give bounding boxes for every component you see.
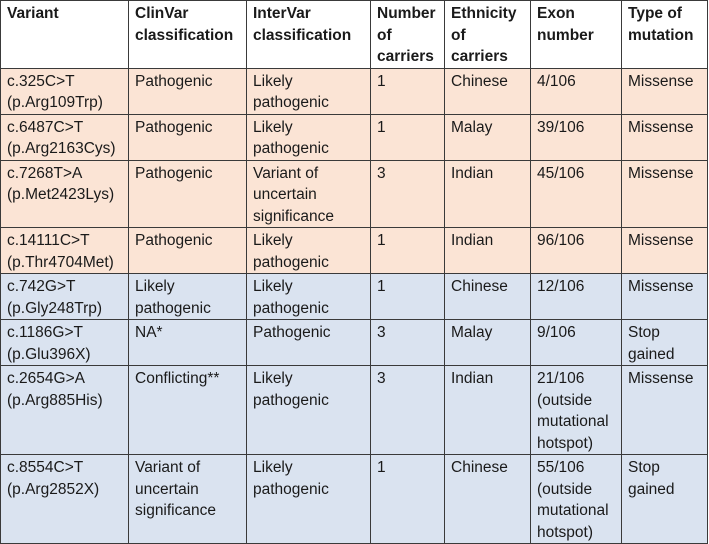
cell-text-line: (outside (537, 480, 593, 498)
cell-text-line: 1 (377, 459, 386, 476)
cell-text-line: 3 (377, 370, 386, 387)
table-row (1, 320, 708, 366)
cell-text-line: Missense (628, 118, 694, 136)
cell-text-line: carriers (377, 48, 434, 65)
cell-text-line: hotspot) (537, 523, 594, 541)
cell-text-line: Number (377, 5, 436, 22)
cell-text-line: Likely (253, 370, 293, 387)
cell-text-line: Missense (628, 72, 694, 90)
cell-text-line: 1 (377, 118, 386, 136)
table-row (1, 366, 708, 455)
cell-text-line: c.14111C>T (7, 232, 90, 249)
cell-text-line: 96/106 (537, 232, 585, 249)
cell-text-line: significance (135, 502, 216, 519)
cell-ethnicity-of-carriers (445, 366, 531, 455)
cell-text-line: 9/106 (537, 324, 576, 341)
header-exon-number (531, 1, 622, 69)
cell-text-line: mutational (537, 502, 609, 519)
cell-type-of-mutation (622, 114, 708, 160)
header-row (1, 1, 708, 69)
cell-clinvar-classification (129, 320, 247, 366)
cell-number-of-carriers (371, 274, 445, 320)
cell-type-of-mutation (622, 455, 708, 544)
cell-exon-number (531, 114, 622, 160)
cell-exon-number (531, 320, 622, 366)
cell-ethnicity-of-carriers (445, 320, 531, 366)
header-ethnicity-of-carriers (445, 1, 531, 69)
cell-text-line: InterVar (253, 5, 311, 22)
header-type-of-mutation (622, 1, 708, 69)
cell-intervar-classification (247, 114, 371, 160)
cell-text-line: (p.Arg109Trp) (7, 94, 103, 111)
cell-text-line: 12/106 (537, 278, 585, 295)
cell-text-line: 3 (377, 164, 386, 182)
cell-text-line: gained (628, 345, 675, 363)
cell-text-line: Type of (628, 5, 682, 22)
cell-text-line: 1 (377, 278, 386, 295)
cell-ethnicity-of-carriers (445, 228, 531, 274)
cell-text-line: 1 (377, 232, 386, 249)
cell-clinvar-classification (129, 228, 247, 274)
cell-text-line: Indian (451, 370, 494, 387)
cell-intervar-classification (247, 455, 371, 544)
cell-text-line: number (537, 26, 594, 44)
cell-clinvar-classification (129, 274, 247, 320)
cell-type-of-mutation (622, 68, 708, 114)
cell-text-line: uncertain (253, 186, 317, 203)
cell-text-line: Ethnicity (451, 5, 517, 22)
table-row (1, 160, 708, 228)
cell-text-line: pathogenic (253, 391, 329, 409)
table-row (1, 68, 708, 114)
cell-text-line: Pathogenic (135, 72, 213, 90)
cell-text-line: Conflicting** (135, 370, 220, 387)
cell-text-line: pathogenic (253, 140, 329, 157)
cell-text-line: hotspot) (537, 434, 594, 452)
cell-variant (1, 114, 129, 160)
cell-text-line: Missense (628, 278, 694, 295)
cell-text-line: Chinese (451, 459, 508, 476)
cell-variant (1, 366, 129, 455)
cell-intervar-classification (247, 228, 371, 274)
cell-text-line: mutation (628, 26, 694, 44)
cell-text-line: (p.Arg2163Cys) (7, 140, 116, 157)
cell-text-line: Likely (253, 459, 293, 476)
cell-text-line: (p.Glu396X) (7, 345, 91, 363)
cell-text-line: c.7268T>A (7, 164, 83, 182)
cell-clinvar-classification (129, 68, 247, 114)
cell-exon-number (531, 366, 622, 455)
cell-text-line: 4/106 (537, 72, 576, 90)
cell-variant (1, 455, 129, 544)
cell-text-line: c.8554C>T (7, 459, 84, 476)
cell-ethnicity-of-carriers (445, 68, 531, 114)
cell-text-line: Likely (253, 232, 293, 249)
cell-text-line: Pathogenic (253, 324, 331, 341)
cell-intervar-classification (247, 160, 371, 228)
cell-clinvar-classification (129, 455, 247, 544)
cell-number-of-carriers (371, 68, 445, 114)
cell-text-line: pathogenic (253, 480, 329, 498)
cell-exon-number (531, 228, 622, 274)
cell-clinvar-classification (129, 160, 247, 228)
cell-text-line: Indian (451, 164, 494, 182)
cell-text-line: Likely (253, 278, 293, 295)
cell-type-of-mutation (622, 320, 708, 366)
cell-text-line: uncertain (135, 480, 199, 498)
cell-ethnicity-of-carriers (445, 160, 531, 228)
header-number-of-carriers (371, 1, 445, 69)
cell-ethnicity-of-carriers (445, 114, 531, 160)
cell-text-line: Malay (451, 324, 493, 341)
cell-text-line: Pathogenic (135, 232, 213, 249)
cell-text-line: Malay (451, 118, 493, 136)
cell-text-line: of (377, 26, 392, 44)
cell-text-line: 39/106 (537, 118, 585, 136)
cell-exon-number (531, 160, 622, 228)
cell-text-line: Missense (628, 232, 694, 249)
cell-text-line: Missense (628, 164, 694, 182)
cell-text-line: NA* (135, 324, 163, 341)
cell-text-line: 45/106 (537, 164, 585, 182)
cell-exon-number (531, 274, 622, 320)
cell-number-of-carriers (371, 366, 445, 455)
cell-intervar-classification (247, 366, 371, 455)
cell-text-line: classification (135, 26, 234, 44)
cell-text-line: Variant of (253, 164, 319, 182)
cell-number-of-carriers (371, 160, 445, 228)
header-clinvar-classification (129, 1, 247, 69)
cell-text-line: Variant (7, 5, 59, 22)
cell-text-line: Chinese (451, 72, 508, 90)
cell-text-line: (p.Arg885His) (7, 391, 103, 409)
table-row (1, 114, 708, 160)
cell-text-line: 21/106 (537, 370, 585, 387)
cell-intervar-classification (247, 68, 371, 114)
table-row (1, 274, 708, 320)
cell-text-line: Likely (135, 278, 175, 295)
cell-intervar-classification (247, 274, 371, 320)
cell-variant (1, 160, 129, 228)
cell-text-line: pathogenic (253, 94, 329, 111)
cell-ethnicity-of-carriers (445, 274, 531, 320)
table-row (1, 455, 708, 544)
cell-intervar-classification (247, 320, 371, 366)
cell-text-line: Pathogenic (135, 118, 213, 136)
cell-text-line: c.2654G>A (7, 370, 85, 387)
cell-number-of-carriers (371, 320, 445, 366)
cell-text-line: c.742G>T (7, 278, 76, 295)
cell-text-line: pathogenic (253, 299, 329, 317)
cell-text-line: Likely (253, 118, 293, 136)
header-variant (1, 1, 129, 69)
cell-variant (1, 274, 129, 320)
cell-text-line: 1 (377, 72, 386, 90)
cell-text-line: Missense (628, 370, 694, 387)
cell-text-line: Likely (253, 72, 293, 90)
cell-text-line: classification (253, 26, 352, 44)
cell-text-line: Variant of (135, 459, 201, 476)
cell-ethnicity-of-carriers (445, 455, 531, 544)
cell-text-line: pathogenic (253, 253, 329, 271)
cell-type-of-mutation (622, 160, 708, 228)
cell-text-line: significance (253, 207, 334, 225)
cell-text-line: (outside (537, 391, 593, 409)
cell-text-line: ClinVar (135, 5, 189, 22)
cell-text-line: Indian (451, 232, 494, 249)
cell-text-line: Chinese (451, 278, 508, 295)
cell-number-of-carriers (371, 455, 445, 544)
cell-text-line: mutational (537, 413, 609, 430)
cell-text-line: c.6487C>T (7, 118, 84, 136)
cell-text-line: gained (628, 480, 675, 498)
cell-text-line: 55/106 (537, 459, 585, 476)
cell-text-line: c.1186G>T (7, 324, 83, 341)
table-row (1, 228, 708, 274)
header-intervar-classification (247, 1, 371, 69)
cell-type-of-mutation (622, 274, 708, 320)
cell-number-of-carriers (371, 228, 445, 274)
cell-text-line: pathogenic (135, 299, 211, 317)
cell-exon-number (531, 68, 622, 114)
cell-text-line: Stop (628, 459, 660, 476)
cell-text-line: (p.Thr4704Met) (7, 253, 114, 271)
cell-text-line: 3 (377, 324, 386, 341)
cell-text-line: Pathogenic (135, 164, 213, 182)
cell-type-of-mutation (622, 366, 708, 455)
cell-text-line: of (451, 26, 466, 44)
table-body (1, 68, 708, 544)
cell-exon-number (531, 455, 622, 544)
cell-clinvar-classification (129, 114, 247, 160)
cell-variant (1, 320, 129, 366)
cell-text-line: (p.Arg2852X) (7, 480, 100, 498)
cell-text-line: Stop (628, 324, 660, 341)
cell-number-of-carriers (371, 114, 445, 160)
cell-type-of-mutation (622, 228, 708, 274)
cell-text-line: (p.Met2423Lys) (7, 186, 115, 203)
cell-text-line: (p.Gly248Trp) (7, 299, 103, 317)
cell-text-line: Exon (537, 5, 575, 22)
cell-variant (1, 228, 129, 274)
cell-text-line: c.325C>T (7, 72, 75, 90)
cell-clinvar-classification (129, 366, 247, 455)
cell-variant (1, 68, 129, 114)
cell-text-line: carriers (451, 48, 508, 65)
